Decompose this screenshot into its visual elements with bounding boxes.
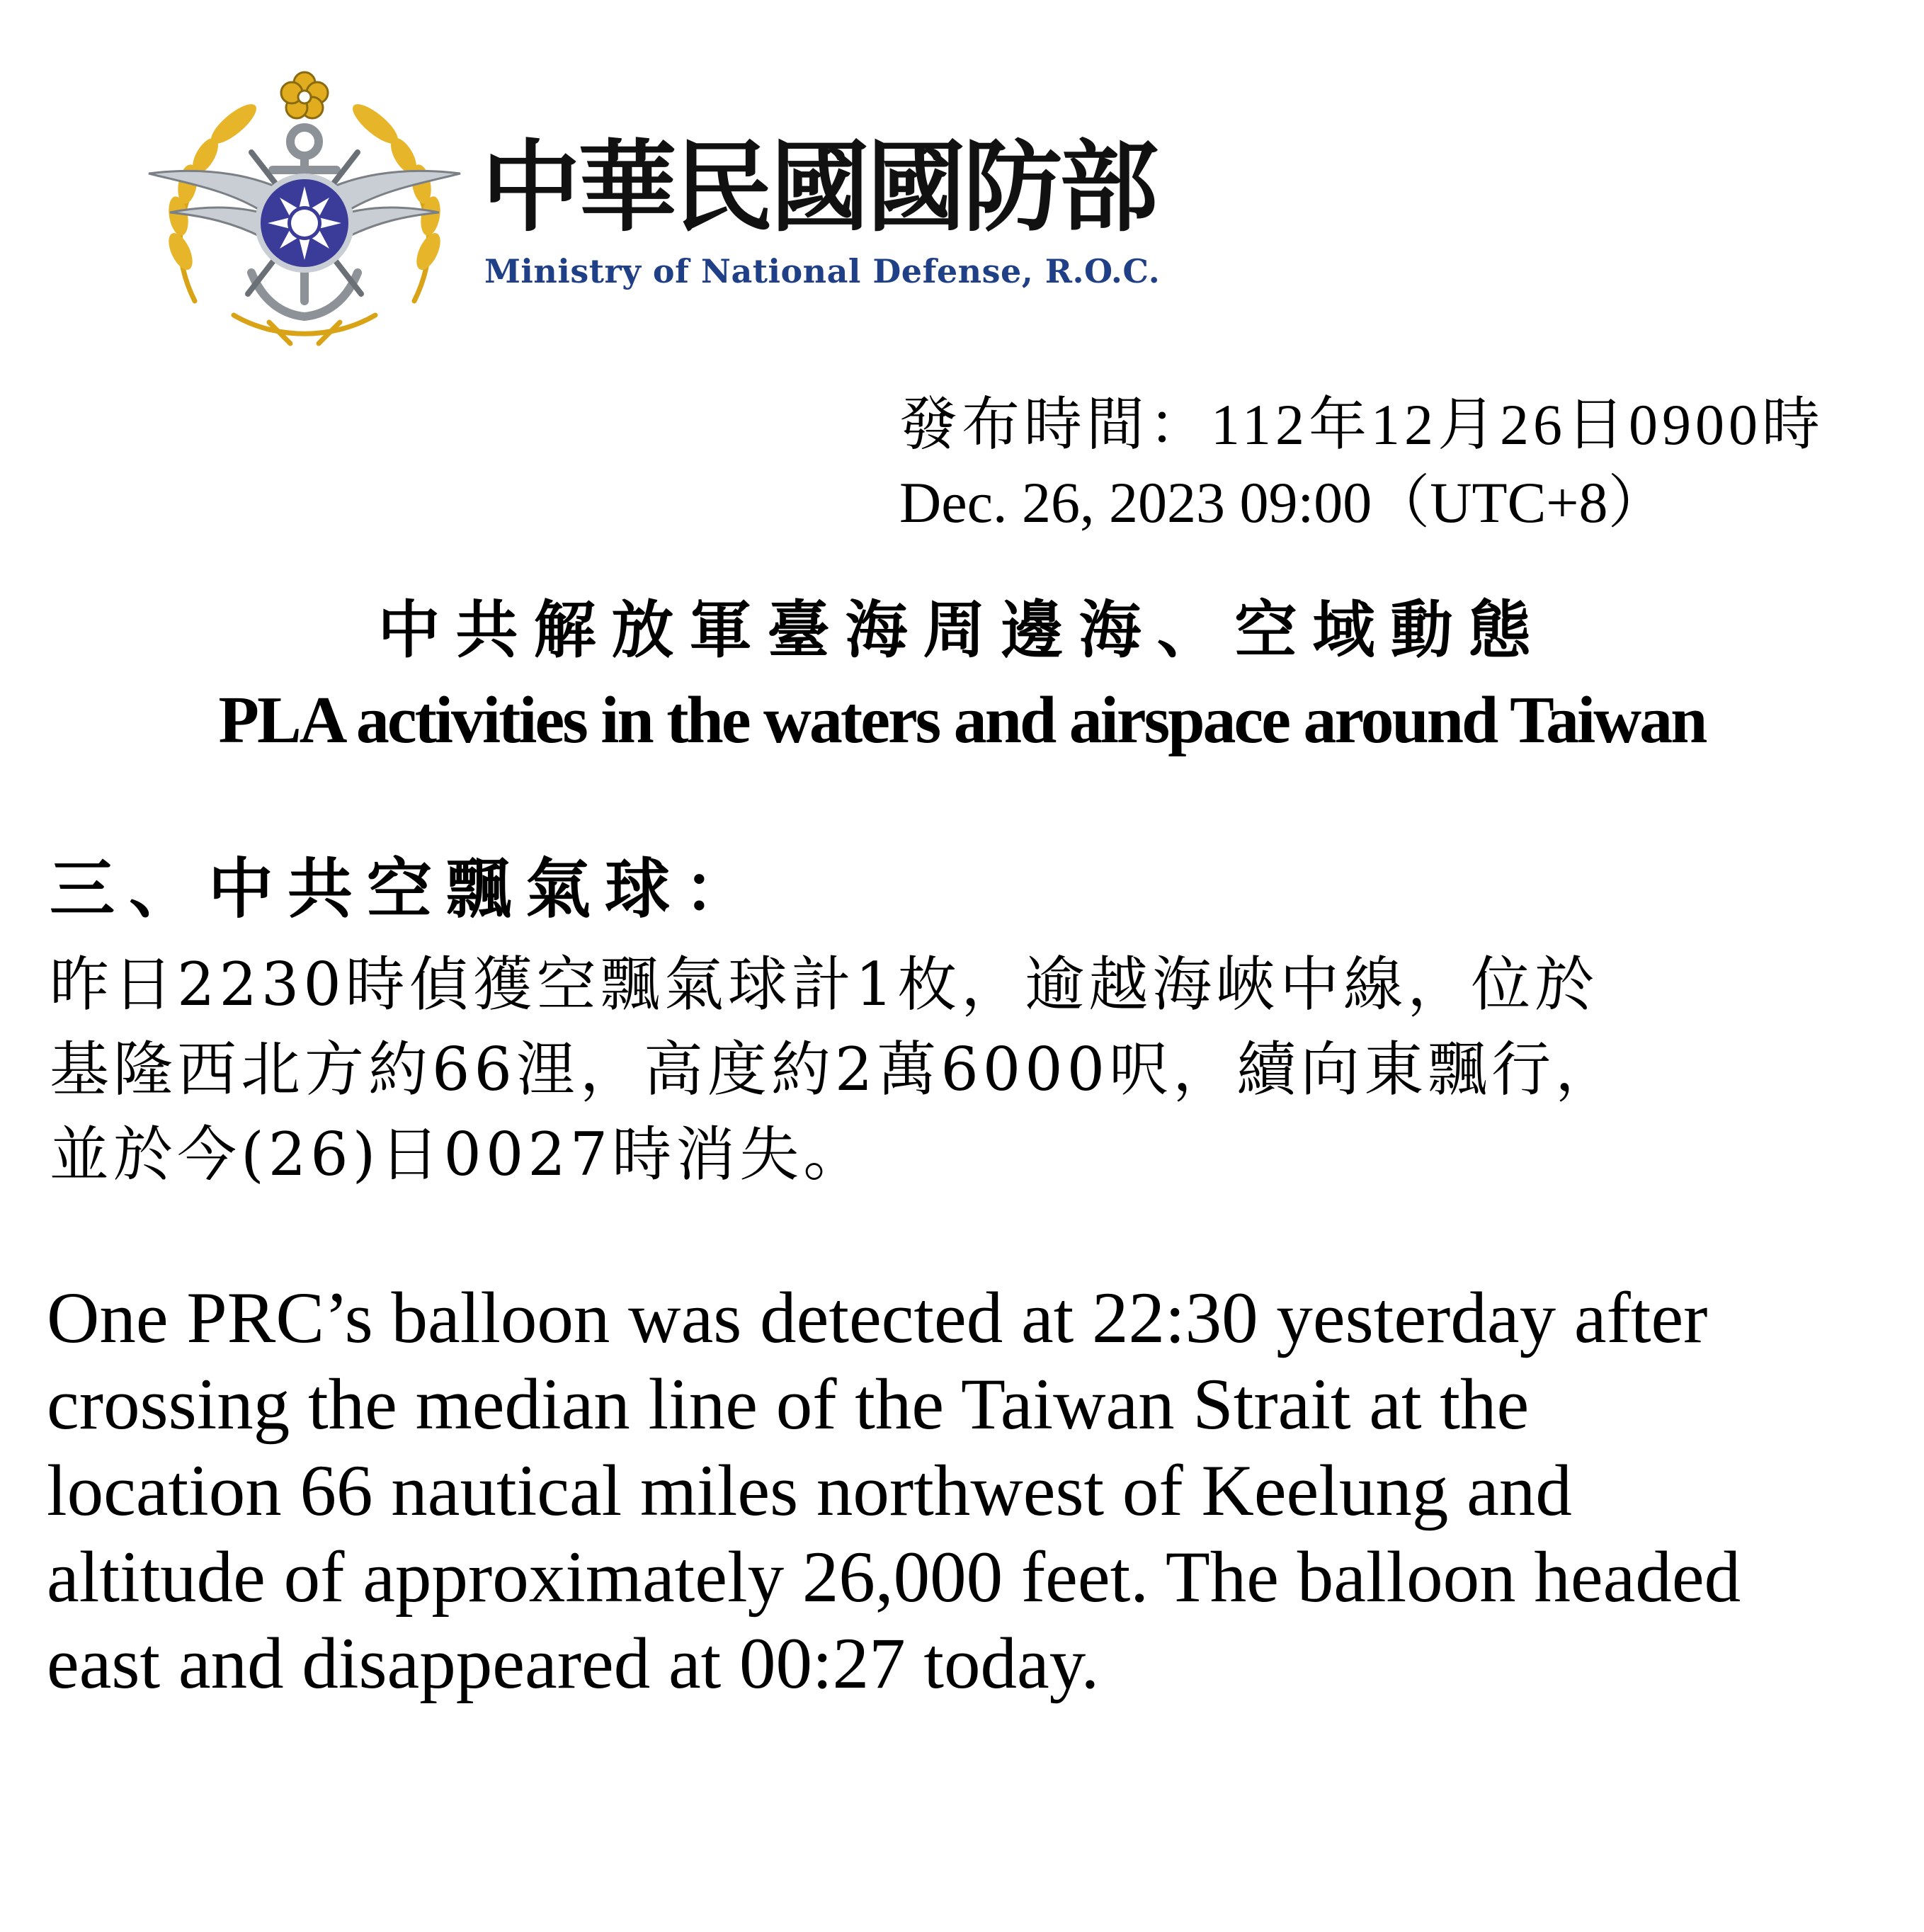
- section-heading: 三、中共空飄氣球：: [50, 851, 764, 927]
- paragraph-zh-line: 昨日2230時偵獲空飄氣球計1枚，逾越海峽中線，位於: [50, 950, 1599, 1019]
- mnd-emblem-icon: [127, 67, 482, 351]
- paragraph-en-line: crossing the median line of the Taiwan Strait at the: [47, 1364, 1530, 1445]
- release-time-en: Dec. 26, 2023 09:00（UTC+8）: [899, 470, 1666, 535]
- paragraph-zh-line: 基隆西北方約66浬，高度約2萬6000呎，續向東飄行，: [50, 1035, 1620, 1104]
- paragraph-en: [47, 1275, 1902, 1707]
- paragraph-zh-line: 並於今(26)日0027時消失。: [50, 1120, 867, 1189]
- org-name-zh: 中華民國國防部: [482, 130, 1156, 246]
- paragraph-en-line: location 66 nautical miles northwest of Keelung and: [47, 1450, 1572, 1531]
- page-title-zh: 中共解放軍臺海周邊海、空域動態: [377, 593, 1547, 666]
- paragraph-en-line: altitude of approximately 26,000 feet. The balloon headed: [47, 1537, 1741, 1618]
- paragraph-en-line: east and disappeared at 00:27 today.: [47, 1623, 1100, 1704]
- org-name-en: Ministry of National Defense, R.O.C.: [484, 252, 1161, 290]
- release-time: [899, 386, 1891, 542]
- paragraph-zh: [50, 942, 1891, 1197]
- page-title-en: PLA activities in the waters and airspace around Taiwan: [218, 683, 1706, 757]
- release-time-zh: 發布時間：112年12月26日0900時: [899, 392, 1824, 457]
- paragraph-en-line: One PRC’s balloon was detected at 22:30 yesterday after: [47, 1278, 1708, 1358]
